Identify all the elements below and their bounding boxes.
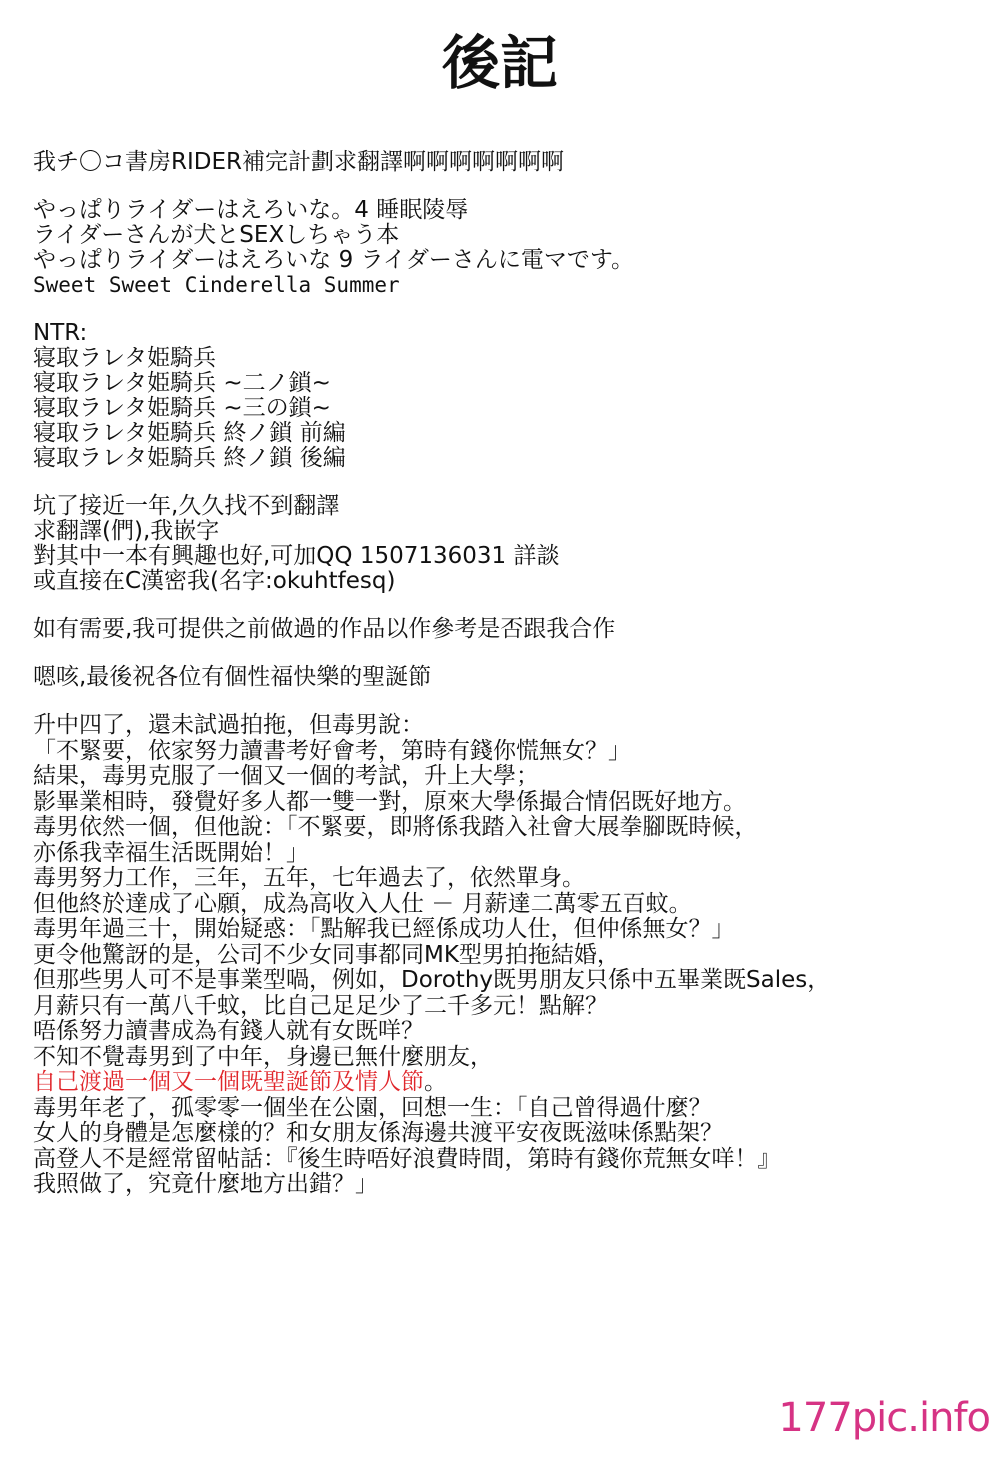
request-line: 對其中一本有興趣也好,可加QQ 1507136031 詳談 — [33, 543, 560, 569]
request-section — [33, 494, 963, 594]
ntr-work-item: 寝取ラレタ姫騎兵 — [33, 345, 217, 371]
highlighted-text: 自己渡過一個又一個既聖誕節及情人節 — [33, 1069, 424, 1095]
request-line: 求翻譯(們),我嵌字 — [33, 518, 220, 544]
afterword-body — [33, 150, 963, 1198]
story-line: 我照做了，究竟什麼地方出錯？」 — [33, 1171, 378, 1197]
ntr-work-item: 寝取ラレタ姫騎兵 終ノ鎖 前編 — [33, 420, 346, 446]
story-line: 亦係我幸福生活既開始！」 — [33, 839, 309, 866]
works-list — [33, 198, 963, 298]
ntr-work-item: 寝取ラレタ姫騎兵 ~三の鎖~ — [33, 395, 331, 421]
story-line: 升中四了，還未試過拍拖，但毒男說： — [33, 712, 424, 738]
story-line: 不知不覺毒男到了中年，身邊已無什麼朋友， — [33, 1043, 493, 1070]
work-item: Sweet Sweet Cinderella Summer — [33, 273, 400, 297]
story-line: 月薪只有一萬八千蚊，比自己足足少了二千多元！點解？ — [33, 992, 608, 1019]
work-item: やっぱりライダーはえろいな 9 ライダーさんに電マです。 — [33, 247, 635, 273]
story-section — [33, 713, 963, 1198]
story-line: 女人的身體是怎麼樣的？和女朋友係海邊共渡平安夜既滋味係點架？ — [33, 1120, 723, 1146]
request-line: 或直接在C漢密我(名字:okuhtfesq) — [33, 568, 396, 594]
page-title: 後記 — [441, 29, 558, 97]
story-line: 毒男年老了，孤零零一個坐在公園，回想一生：「自己曾得過什麼？ — [33, 1094, 712, 1121]
ntr-section — [33, 321, 963, 471]
story-line: 但那些男人可不是事業型喎，例如，Dorothy既男朋友只係中五畢業既Sales， — [33, 967, 831, 993]
watermark-text: 177pic.info — [778, 1395, 990, 1441]
story-line: 毒男努力工作，三年，五年，七年過去了，依然單身。 — [33, 865, 585, 891]
story-line: 更令他驚訝的是，公司不少女同事都同MK型男拍拖結婚， — [33, 941, 620, 968]
intro-line: 我チ〇コ書房RIDER補完計劃求翻譯啊啊啊啊啊啊啊 — [33, 149, 564, 175]
story-highlight-line — [33, 1070, 963, 1096]
story-line: 「不緊要，依家努力讀書考好會考，第時有錢你慌無女？」 — [33, 737, 631, 764]
ntr-work-item: 寝取ラレタ姫騎兵 終ノ鎖 後編 — [33, 445, 346, 471]
request-line: 坑了接近一年,久久找不到翻譯 — [33, 493, 340, 519]
story-line: 但他終於達成了心願，成為高收入人仕 － 月薪達二萬零五百蚊。 — [33, 890, 692, 917]
story-line: 影畢業相時，發覺好多人都一雙一對，原來大學係撮合情侶既好地方。 — [33, 788, 746, 815]
offer-line: 如有需要,我可提供之前做過的作品以作參考是否跟我合作 — [33, 616, 616, 642]
work-item: ライダーさんが犬とSEXしちゃう本 — [33, 222, 400, 248]
greeting-line: 嗯咳,最後祝各位有個性福快樂的聖誕節 — [33, 664, 432, 690]
ntr-work-item: 寝取ラレタ姫騎兵 ~二ノ鎖~ — [33, 370, 331, 396]
work-item: やっぱりライダーはえろいな。4 睡眠陵辱 — [33, 197, 469, 223]
highlight-tail: 。 — [424, 1069, 447, 1095]
story-line: 毒男依然一個，但他說：「不緊要，即將係我踏入社會大展拳腳既時候， — [33, 814, 758, 840]
story-line: 結果，毒男克服了一個又一個的考試，升上大學； — [33, 763, 539, 789]
ntr-header: NTR: — [33, 320, 88, 346]
story-line: 高登人不是經常留帖話：『後生時唔好浪費時間，第時有錢你荒無女咩！』 — [33, 1145, 781, 1172]
story-line: 毒男年過三十，開始疑惑：「點解我已經係成功人仕，但仲係無女？」 — [33, 916, 735, 942]
story-line: 唔係努力讀書成為有錢人就有女既咩？ — [33, 1018, 424, 1044]
